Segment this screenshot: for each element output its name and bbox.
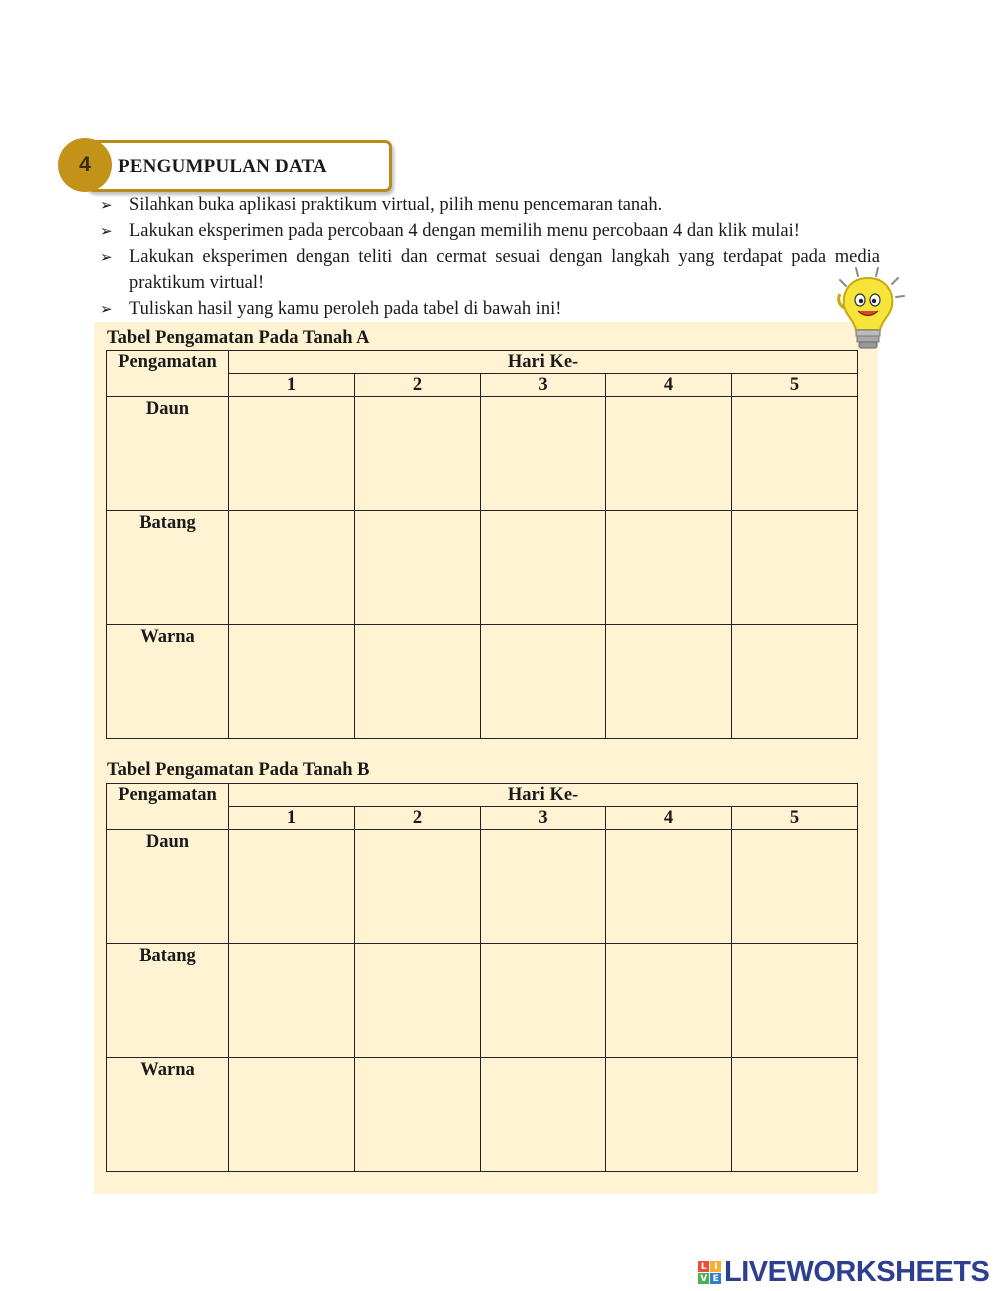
day-header: 5	[732, 374, 858, 397]
day-header: 4	[606, 807, 732, 830]
column-header-pengamatan: Pengamatan	[107, 784, 229, 830]
instruction-item: ➢ Lakukan eksperimen dengan teliti dan cermat sesuai dengan langkah yang terdapat pada media praktikum virtual!	[100, 244, 880, 296]
day-header: 2	[355, 374, 481, 397]
section-title: PENGUMPULAN DATA	[118, 156, 327, 177]
answer-cell[interactable]	[355, 625, 481, 739]
observation-table-a	[106, 350, 858, 739]
answer-cell[interactable]	[229, 397, 355, 511]
table-row	[107, 944, 858, 1058]
table-row	[107, 511, 858, 625]
table-row	[107, 1058, 858, 1172]
row-label-daun: Daun	[107, 830, 229, 944]
column-header-pengamatan: Pengamatan	[107, 351, 229, 397]
answer-cell[interactable]	[229, 1058, 355, 1172]
answer-cell[interactable]	[481, 1058, 606, 1172]
day-header: 3	[481, 807, 606, 830]
observation-table-b	[106, 783, 858, 1172]
answer-cell[interactable]	[732, 397, 858, 511]
answer-cell[interactable]	[355, 944, 481, 1058]
day-header: 3	[481, 374, 606, 397]
liveworksheets-logo-icon: L I V E	[698, 1261, 721, 1284]
answer-cell[interactable]	[229, 511, 355, 625]
arrow-bullet-icon: ➢	[100, 222, 113, 240]
group-header-hari: Hari Ke-	[229, 784, 858, 807]
answer-cell[interactable]	[606, 1058, 732, 1172]
group-header-hari: Hari Ke-	[229, 351, 858, 374]
answer-cell[interactable]	[606, 944, 732, 1058]
liveworksheets-brand[interactable]	[698, 1256, 989, 1289]
answer-cell[interactable]	[606, 511, 732, 625]
answer-cell[interactable]	[481, 397, 606, 511]
instruction-item: ➢ Tuliskan hasil yang kamu peroleh pada tabel di bawah ini!	[100, 296, 880, 322]
instruction-item: ➢ Lakukan eksperimen pada percobaan 4 dengan memilih menu percobaan 4 dan klik mulai!	[100, 218, 880, 244]
arrow-bullet-icon: ➢	[100, 248, 113, 266]
lightbulb-mascot-icon	[832, 266, 906, 352]
answer-cell[interactable]	[606, 625, 732, 739]
day-header: 1	[229, 807, 355, 830]
section-header	[58, 138, 390, 192]
answer-cell[interactable]	[481, 830, 606, 944]
day-header: 5	[732, 807, 858, 830]
table-row	[107, 397, 858, 511]
row-label-daun: Daun	[107, 397, 229, 511]
brand-name: LIVEWORKSHEETS	[724, 1256, 990, 1288]
answer-cell[interactable]	[606, 397, 732, 511]
table-a-title: Tabel Pengamatan Pada Tanah A	[107, 328, 370, 348]
answer-cell[interactable]	[481, 944, 606, 1058]
row-label-warna: Warna	[107, 625, 229, 739]
answer-cell[interactable]	[229, 830, 355, 944]
answer-cell[interactable]	[732, 625, 858, 739]
row-label-batang: Batang	[107, 944, 229, 1058]
day-header: 1	[229, 374, 355, 397]
row-label-warna: Warna	[107, 1058, 229, 1172]
answer-cell[interactable]	[732, 511, 858, 625]
instruction-list	[100, 192, 880, 322]
answer-cell[interactable]	[481, 625, 606, 739]
arrow-bullet-icon: ➢	[100, 300, 113, 318]
answer-cell[interactable]	[355, 397, 481, 511]
table-b-title: Tabel Pengamatan Pada Tanah B	[107, 760, 370, 780]
arrow-bullet-icon: ➢	[100, 196, 113, 214]
answer-cell[interactable]	[355, 830, 481, 944]
table-row	[107, 625, 858, 739]
day-header: 2	[355, 807, 481, 830]
answer-cell[interactable]	[606, 830, 732, 944]
answer-cell[interactable]	[732, 944, 858, 1058]
section-number-badge: 4	[58, 138, 112, 192]
table-row	[107, 830, 858, 944]
answer-cell[interactable]	[355, 511, 481, 625]
answer-cell[interactable]	[481, 511, 606, 625]
answer-cell[interactable]	[229, 625, 355, 739]
answer-cell[interactable]	[229, 944, 355, 1058]
answer-cell[interactable]	[732, 1058, 858, 1172]
instruction-item: ➢ Silahkan buka aplikasi praktikum virtual, pilih menu pencemaran tanah.	[100, 192, 880, 218]
answer-cell[interactable]	[355, 1058, 481, 1172]
answer-cell[interactable]	[732, 830, 858, 944]
row-label-batang: Batang	[107, 511, 229, 625]
day-header: 4	[606, 374, 732, 397]
